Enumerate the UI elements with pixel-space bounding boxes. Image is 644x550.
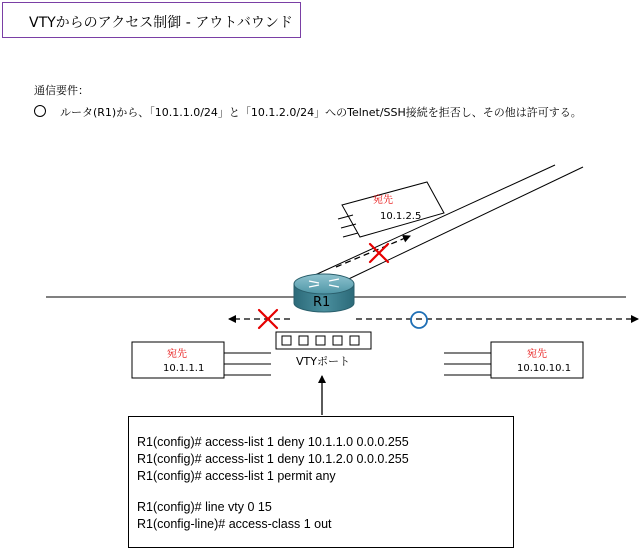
config-line: R1(config-line)# access-class 1 out [137,517,332,531]
config-line: R1(config)# access-list 1 deny 10.1.2.0 0.0.0.255 [137,452,409,466]
config-line: R1(config)# access-list 1 deny 10.1.1.0 0.0.0.255 [137,435,409,449]
destination-right-label: 宛先 [527,349,547,360]
destination-left-label: 宛先 [167,349,187,360]
destination-right-ip: 10.10.10.1 [517,363,572,374]
destination-top [338,182,444,237]
deny-x-icon-top [370,244,388,262]
requirements-item-text: ルータ(R1)から、「10.1.1.0/24」と「10.1.2.0/24」へのTelnet/SSH接続を拒否し、その他は許可する。 [60,106,582,119]
destination-left [132,342,271,378]
vty-port [282,336,291,345]
destination-right [444,342,583,378]
vty-port [350,336,359,345]
config-line: R1(config)# line vty 0 15 [137,500,272,514]
router-label: R1 [313,295,331,310]
requirements-heading: 通信要件： [34,84,89,97]
vty-label: VTYポート [296,355,350,368]
permit-circle-icon [411,312,427,328]
destination-top-ip: 10.1.2.5 [380,211,422,222]
vty-port [299,336,308,345]
config-line: R1(config)# access-list 1 permit any [137,469,336,483]
destination-top-label: 宛先 [373,195,393,206]
router-r1 [294,274,354,312]
vty-ports [276,332,371,368]
vty-port [316,336,325,345]
outbound-arrow-top [336,236,410,267]
vty-port [333,336,342,345]
destination-left-ip: 10.1.1.1 [163,363,205,374]
page-title: VTYからのアクセス制御 - アウトバウンド [29,15,293,31]
config-box [128,416,514,548]
